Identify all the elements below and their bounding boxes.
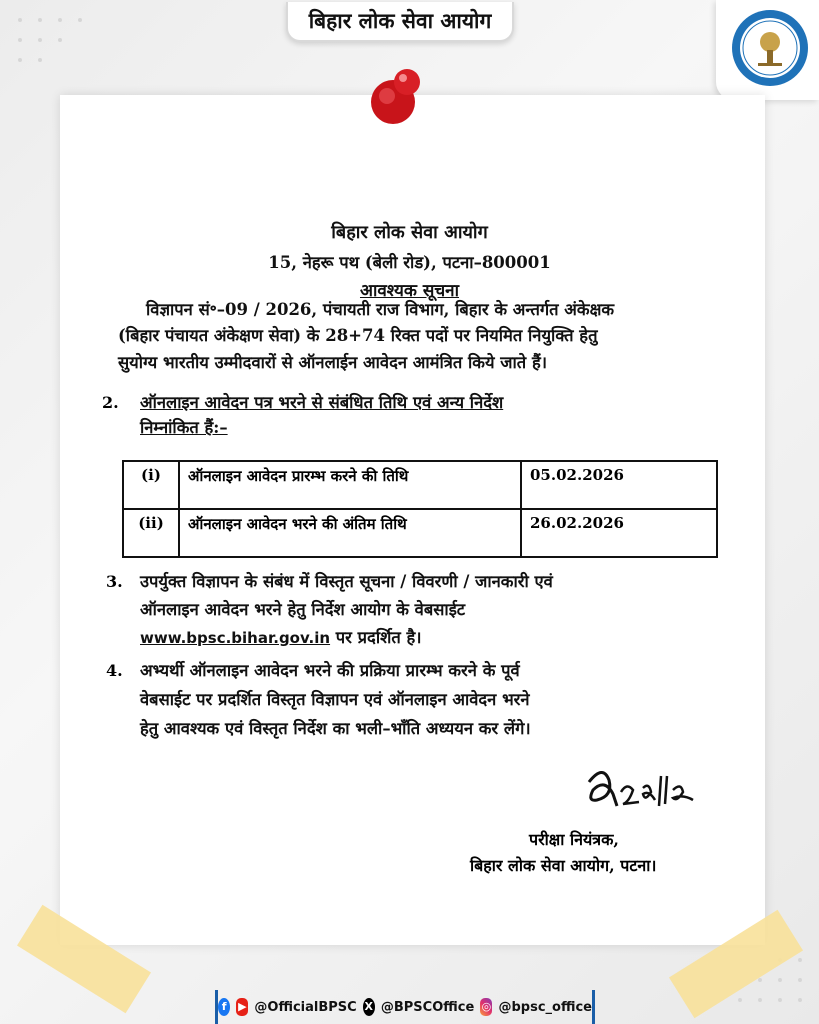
point-4-number: 4. bbox=[106, 661, 123, 680]
point-4-line-2: वेबसाईट पर प्रदर्शित विस्तृत विज्ञापन एवं ऑनलाइन आवेदन भरने bbox=[140, 690, 530, 709]
point-3-line-1: उपर्युक्त विज्ञापन के संबंध में विस्तृत सूचना / विवरणी / जानकारी एवं bbox=[140, 572, 553, 591]
office-address: 15, नेहरू पथ (बेली रोड), पटना–800001 bbox=[268, 253, 551, 272]
dates-table bbox=[122, 460, 718, 558]
notice-title: आवश्यक सूचना bbox=[359, 281, 459, 301]
facebook-icon[interactable]: f bbox=[218, 998, 230, 1016]
table-cell-sno: (ii) bbox=[123, 509, 179, 557]
table-cell-date: 26.02.2026 bbox=[521, 509, 717, 557]
youtube-icon[interactable]: ▶ bbox=[236, 998, 248, 1016]
point-3-line-2: ऑनलाइन आवेदन भरने हेतु निर्देश आयोग के वेबसाईट bbox=[140, 600, 466, 619]
point-3-line-3-rest: पर प्रदर्शित है। bbox=[330, 628, 422, 647]
x-icon[interactable]: X bbox=[363, 998, 375, 1016]
point-4-line-3: हेतु आवश्यक एवं विस्तृत निर्देश का भली–भाँति अध्ययन कर लेंगे। bbox=[140, 719, 531, 738]
org-name: बिहार लोक सेवा आयोग bbox=[331, 222, 488, 243]
intro-line-1: विज्ञापन सं॰–09 / 2026, पंचायती राज विभाग, बिहार के अन्तर्गत अंकेक्षक bbox=[146, 300, 615, 319]
intro-line-3: सुयोग्य भारतीय उम्मीदवारों से ऑनलाईन आवेदन आमंत्रित किये जाते हैं। bbox=[118, 353, 547, 372]
social-footer bbox=[215, 990, 595, 1024]
handle-bpsc-instagram[interactable]: @bpsc_office bbox=[498, 999, 592, 1015]
table-cell-sno: (i) bbox=[123, 461, 179, 509]
table-row bbox=[123, 461, 717, 509]
point-3-number: 3. bbox=[106, 572, 123, 591]
signer-org: बिहार लोक सेवा आयोग, पटना। bbox=[470, 856, 657, 875]
logo-container bbox=[716, 0, 819, 100]
bpsc-emblem-icon bbox=[730, 8, 810, 88]
point-3-line-3 bbox=[140, 625, 720, 651]
intro-line-2: (बिहार पंचायत अंकेक्षण सेवा) के 28+74 रिक्त पदों पर नियमित नियुक्ति हेतु bbox=[118, 326, 598, 345]
table-cell-label: ऑनलाइन आवेदन प्रारम्भ करने की तिथि bbox=[179, 461, 521, 509]
table-cell-label: ऑनलाइन आवेदन भरने की अंतिम तिथि bbox=[179, 509, 521, 557]
signer-title: परीक्षा नियंत्रक, bbox=[529, 830, 619, 849]
handle-bpsc-office[interactable]: @BPSCOffice bbox=[380, 999, 475, 1015]
point-2-line-2: निम्नांकित हैं:– bbox=[140, 418, 228, 437]
instagram-icon[interactable]: ◎ bbox=[480, 998, 492, 1016]
signature bbox=[583, 760, 703, 818]
point-2-line-1: ऑनलाइन आवेदन पत्र भरने से संबंधित तिथि एवं अन्य निर्देश bbox=[140, 393, 504, 412]
header-title: बिहार लोक सेवा आयोग bbox=[286, 2, 514, 42]
handle-official-bpsc[interactable]: @OfficialBPSC bbox=[254, 999, 357, 1015]
website-link[interactable]: www.bpsc.bihar.gov.in bbox=[140, 629, 331, 647]
push-pin-icon bbox=[363, 64, 429, 130]
table-cell-date: 05.02.2026 bbox=[521, 461, 717, 509]
point-4-line-1: अभ्यर्थी ऑनलाइन आवेदन भरने की प्रक्रिया प्रारम्भ करने के पूर्व bbox=[140, 661, 520, 680]
point-2-number: 2. bbox=[102, 393, 119, 412]
table-row bbox=[123, 509, 717, 557]
